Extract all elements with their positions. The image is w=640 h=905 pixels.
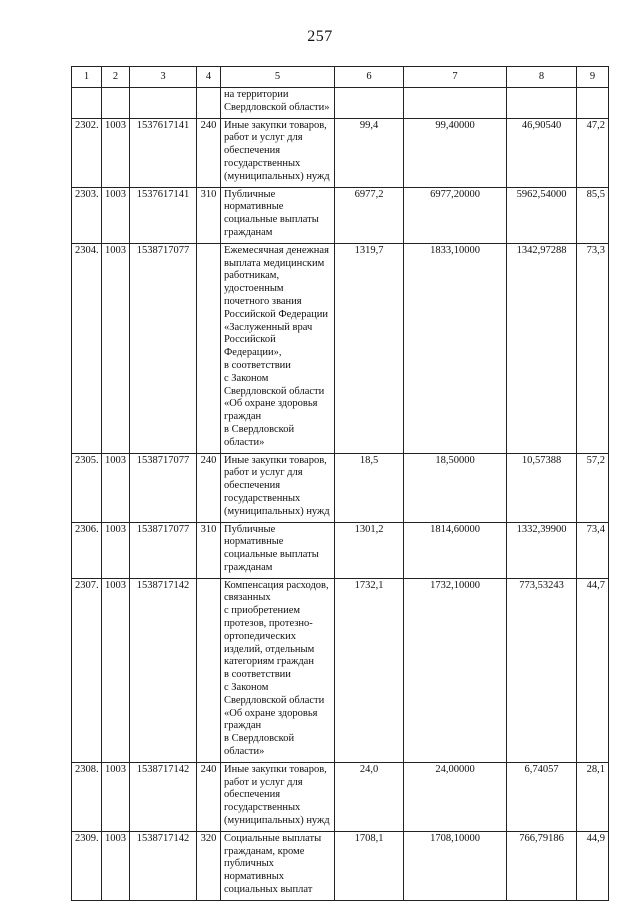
column-header: 6 — [335, 67, 404, 88]
executed-amount: 6,74057 — [507, 762, 577, 831]
page-number: 257 — [307, 28, 333, 45]
execution-percent: 73,4 — [577, 522, 609, 578]
section-code: 1003 — [102, 453, 130, 522]
table-row — [72, 187, 609, 243]
budget-table — [71, 66, 609, 901]
specified-amount: 1814,60000 — [404, 522, 507, 578]
expense-type: 240 — [197, 453, 221, 522]
item-name: Публичные нормативные социальные выплаты гражданам — [221, 522, 335, 578]
row-number: 2306. — [72, 522, 102, 578]
executed-amount: 773,53243 — [507, 578, 577, 762]
table-row — [72, 453, 609, 522]
specified-amount — [404, 88, 507, 119]
section-code: 1003 — [102, 762, 130, 831]
execution-percent: 44,9 — [577, 831, 609, 900]
section-code: 1003 — [102, 522, 130, 578]
expense-type: 240 — [197, 118, 221, 187]
target-code: 1538717077 — [130, 453, 197, 522]
row-number: 2308. — [72, 762, 102, 831]
row-number: 2302. — [72, 118, 102, 187]
column-header: 5 — [221, 67, 335, 88]
specified-amount: 1732,10000 — [404, 578, 507, 762]
expense-type — [197, 88, 221, 119]
approved-amount: 1708,1 — [335, 831, 404, 900]
target-code: 1538717142 — [130, 762, 197, 831]
item-name: Иные закупки товаров, работ и услуг для обеспечения государственных (муниципальных) нужд — [221, 762, 335, 831]
approved-amount: 6977,2 — [335, 187, 404, 243]
section-code: 1003 — [102, 118, 130, 187]
column-header: 9 — [577, 67, 609, 88]
target-code: 1537617141 — [130, 118, 197, 187]
expense-type: 240 — [197, 762, 221, 831]
item-name: Ежемесячная денежная выплата медицинским работникам, удостоенным почетного звания Российской Федерации «Заслуженный врач Российской Федерации», в соответствии с Законом Свердловской области «Об охране здоровья граждан в Свердловской области» — [221, 243, 335, 453]
executed-amount: 10,57388 — [507, 453, 577, 522]
specified-amount: 6977,20000 — [404, 187, 507, 243]
expense-type: 310 — [197, 187, 221, 243]
execution-percent: 28,1 — [577, 762, 609, 831]
execution-percent: 73,3 — [577, 243, 609, 453]
target-code — [130, 88, 197, 119]
specified-amount: 24,00000 — [404, 762, 507, 831]
table-row — [72, 831, 609, 900]
executed-amount: 766,79186 — [507, 831, 577, 900]
executed-amount: 5962,54000 — [507, 187, 577, 243]
item-name: на территории Свердловской области» — [221, 88, 335, 119]
row-number: 2305. — [72, 453, 102, 522]
expense-type — [197, 243, 221, 453]
executed-amount: 1332,39900 — [507, 522, 577, 578]
target-code: 1538717077 — [130, 243, 197, 453]
approved-amount: 1319,7 — [335, 243, 404, 453]
table-row — [72, 578, 609, 762]
approved-amount: 1732,1 — [335, 578, 404, 762]
section-code: 1003 — [102, 831, 130, 900]
execution-percent: 47,2 — [577, 118, 609, 187]
row-number: 2303. — [72, 187, 102, 243]
executed-amount — [507, 88, 577, 119]
item-name: Компенсация расходов, связанных с приобретением протезов, протезно- ортопедических изделий, отдельным категориям граждан в соответствии с Законом Свердловской области «Об охране здоровья граждан в Свердловской области» — [221, 578, 335, 762]
table-row — [72, 118, 609, 187]
header-row — [72, 67, 609, 88]
table-row — [72, 762, 609, 831]
approved-amount — [335, 88, 404, 119]
execution-percent: 57,2 — [577, 453, 609, 522]
row-number: 2307. — [72, 578, 102, 762]
approved-amount: 24,0 — [335, 762, 404, 831]
column-header: 2 — [102, 67, 130, 88]
table-row — [72, 88, 609, 119]
column-header: 7 — [404, 67, 507, 88]
row-number: 2309. — [72, 831, 102, 900]
column-header: 3 — [130, 67, 197, 88]
item-name: Публичные нормативные социальные выплаты гражданам — [221, 187, 335, 243]
section-code — [102, 88, 130, 119]
row-number: 2304. — [72, 243, 102, 453]
item-name: Иные закупки товаров, работ и услуг для обеспечения государственных (муниципальных) нужд — [221, 118, 335, 187]
table-row — [72, 243, 609, 453]
expense-type: 320 — [197, 831, 221, 900]
target-code: 1538717077 — [130, 522, 197, 578]
approved-amount: 99,4 — [335, 118, 404, 187]
specified-amount: 99,40000 — [404, 118, 507, 187]
execution-percent: 44,7 — [577, 578, 609, 762]
expense-type — [197, 578, 221, 762]
section-code: 1003 — [102, 578, 130, 762]
item-name: Иные закупки товаров, работ и услуг для обеспечения государственных (муниципальных) нужд — [221, 453, 335, 522]
item-name: Социальные выплаты гражданам, кроме публичных нормативных социальных выплат — [221, 831, 335, 900]
executed-amount: 46,90540 — [507, 118, 577, 187]
column-header: 8 — [507, 67, 577, 88]
section-code: 1003 — [102, 243, 130, 453]
target-code: 1538717142 — [130, 578, 197, 762]
specified-amount: 18,50000 — [404, 453, 507, 522]
expense-type: 310 — [197, 522, 221, 578]
execution-percent — [577, 88, 609, 119]
execution-percent: 85,5 — [577, 187, 609, 243]
executed-amount: 1342,97288 — [507, 243, 577, 453]
row-number — [72, 88, 102, 119]
target-code: 1538717142 — [130, 831, 197, 900]
target-code: 1537617141 — [130, 187, 197, 243]
table-row — [72, 522, 609, 578]
approved-amount: 1301,2 — [335, 522, 404, 578]
section-code: 1003 — [102, 187, 130, 243]
specified-amount: 1833,10000 — [404, 243, 507, 453]
column-header: 4 — [197, 67, 221, 88]
specified-amount: 1708,10000 — [404, 831, 507, 900]
column-header: 1 — [72, 67, 102, 88]
approved-amount: 18,5 — [335, 453, 404, 522]
